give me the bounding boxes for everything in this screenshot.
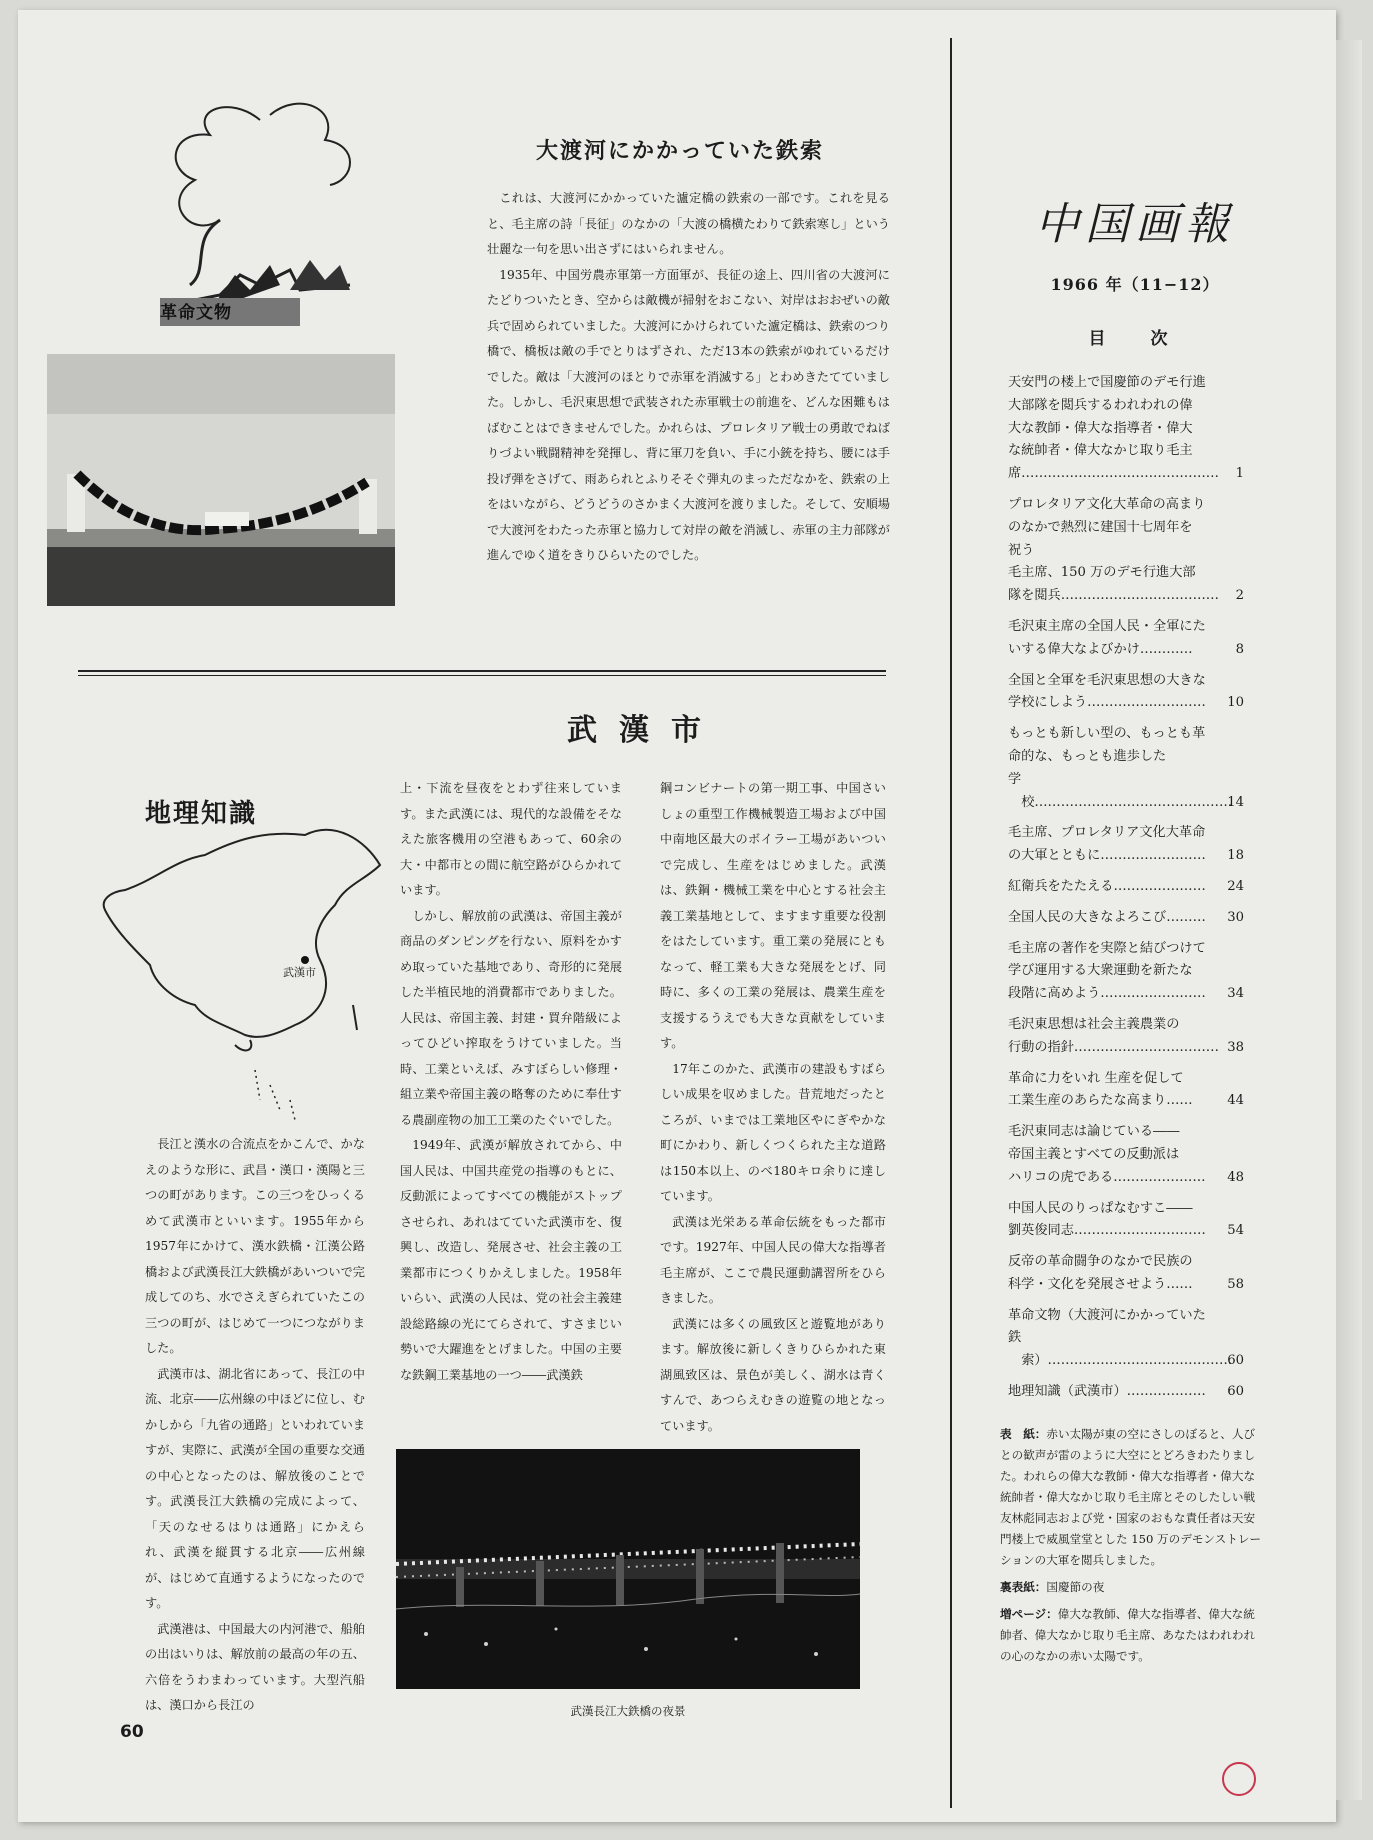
cover-note-front: [1000, 1424, 1262, 1571]
toc-entry-page: 2: [1235, 588, 1244, 604]
note-text: 国慶節の夜: [1046, 1580, 1105, 1594]
toc-entry-line: 鉄索）……………………………………: [1008, 1330, 1233, 1369]
toc-entry: [1008, 494, 1244, 608]
toc-entry-page: 60: [1227, 1384, 1244, 1400]
geo-paragraph: 17年このかた、武漢市の建設もすばらしい成果を収めました。昔荒地だったところが、いまでは工業地区やにぎやかな町にかわり、新しくつくられた主な道路は150本以上、のべ180キロ余りに達しています。: [660, 1061, 886, 1203]
toc-entry: [1008, 1198, 1244, 1244]
toc-entry-line: のなかで熱烈に建国十七周年を: [1008, 519, 1193, 535]
toc-entry-line: 工業生産のあらたな高まり……: [1008, 1093, 1193, 1109]
toc-entry: [1008, 1305, 1244, 1373]
column-divider: [950, 38, 952, 1808]
artifact-text: [487, 186, 890, 569]
red-stamp-icon: [1222, 1762, 1256, 1796]
toc-entry-page: 44: [1227, 1093, 1244, 1109]
toc-entry-line: プロレタリア文化大革命の高まり: [1008, 496, 1206, 512]
artifact-paragraph: これは、大渡河にかかっていた瀘定橋の鉄索の一部です。これを見ると、毛主席の詩「長征」のなかの「大渡の橋横たわりて鉄索寒し」という壮麗な一句を思い出さずにはいられません。: [487, 191, 890, 256]
toc-entry: [1008, 1014, 1244, 1060]
toc-entry-line: 命的な、もっとも進歩した: [1008, 748, 1167, 764]
section-divider: [78, 675, 886, 676]
toc-entry-line: 全国と全軍を毛沢東思想の大きな: [1008, 672, 1206, 688]
geo-title: 武漢市: [567, 713, 723, 748]
toc-entry-line: 隊を閲兵………………………………: [1008, 588, 1219, 604]
toc-entry-line: 段階に高めよう……………………: [1008, 986, 1206, 1002]
artifact-emblem: [150, 90, 400, 330]
geo-paragraph: しかし、解放前の武漢は、帝国主義が商品のダンピングを行ない、原料をかすめ取っていた基地であり、奇形的に発展した半植民地的消費都市でありました。人民は、帝国主義、封建・買弁階級によってひどい搾取をうけていました。当時、工業といえば、みすぼらしい修理・組立業や帝国主義の略奪のために奉仕する農副産物の加工工業のたぐいでした。: [400, 908, 622, 1127]
toc-entry-page: 14: [1227, 794, 1244, 810]
geo-column-1: [145, 1132, 365, 1719]
toc-entry-line: 大部隊を閲兵するわれわれの偉: [1008, 397, 1193, 413]
toc-entry: [1008, 1381, 1244, 1404]
next-page-edge: [1336, 40, 1362, 1800]
page-number: 60: [120, 1722, 144, 1742]
toc-entry-line: の大軍とともに……………………: [1008, 848, 1206, 864]
toc-entry-line: 大な教師・偉大な指導者・偉大: [1008, 420, 1193, 436]
china-map: [95, 800, 395, 1130]
note-label: 裏表紙：: [1000, 1580, 1047, 1594]
magazine-masthead: 中国画報: [1035, 199, 1235, 250]
toc-entry-line: 反帝の革命闘争のなかで民族の: [1008, 1254, 1193, 1270]
bridge-photo-caption: 武漢長江大鉄橋の夜景: [570, 1704, 686, 1718]
toc-entry: [1008, 616, 1244, 662]
artifact-paragraph: 1935年、中国労農赤軍第一方面軍が、長征の途上、四川省の大渡河にたどりついたとき、空からは敵機が掃射をおこない、対岸はおおぜいの敵兵で固められていました。大渡河にかけられていた瀘定橋は、鉄索のつり橋で、橋板は敵の手でとりはずされ、ただ13本の鉄索がゆれているだけでした。敵は「大渡河のほとりで赤軍を消滅する」とわめきたてていました。しかし、毛沢東思想で武装された赤軍戦士の前進を、どんな困難もはばむことはできませんでした。かれらは、プロレタリア戦士の勇敢でねばりづよい戦闘精神を発揮し、背に軍刀を負い、手に小銃を持ち、腰には手投げ弾をさげて、雨あられとふりそそぐ弾丸のまっただなかを、鉄索の上をはいながら、どうどうのさかまく大渡河を渡りました。そして、安順場で大渡河をわたった赤軍と協力して対岸の敵を消滅し、赤軍の主力部隊が進んでゆく道をきりひらいたのでした。: [487, 267, 890, 562]
toc-entry: [1008, 907, 1244, 930]
toc-entry-page: 10: [1227, 695, 1244, 711]
toc-entry-page: 8: [1235, 641, 1244, 657]
toc-entry: [1008, 876, 1244, 899]
toc-entry: [1008, 1121, 1244, 1189]
toc-entry: [1008, 723, 1244, 814]
toc-entry-page: 24: [1227, 878, 1244, 894]
toc-entry-line: 天安門の楼上で国慶節のデモ行進: [1008, 375, 1206, 390]
toc-entry-line: いする偉大なよびかけ…………: [1008, 641, 1193, 657]
geo-column-3: [660, 776, 886, 1439]
artifact-photo: [47, 354, 395, 606]
toc-entry-line: 行動の指針……………………………: [1008, 1039, 1219, 1055]
geo-paragraph: 武漢には多くの風致区と遊覧地があります。解放後に新しくきりひらかれた東湖風致区は、景色が美しく、湖水は青くすんで、あつらえむきの遊覧の地となっています。: [660, 1316, 886, 1433]
toc-entry-line: 紅衛兵をたたえる…………………: [1008, 878, 1206, 894]
toc-entry-line: 席………………………………………: [1008, 466, 1219, 482]
toc-entry-line: 毛主席、150 万のデモ行進大部: [1008, 565, 1196, 581]
geo-paragraph: 長江と漢水の合流点をかこんで、かなえのような形に、武昌・漢口・漢陽と三つの町があります。この三つをひっくるめて武漢市といいます。1955年から1957年にかけて、漢水鉄橋・江漢公路橋および武漢長江大鉄橋があいついで完成してのち、水でさえぎられていたこの三つの町が、はじめて一つにつながりました。: [145, 1137, 365, 1355]
note-text: 赤い太陽が東の空にさしのぼると、人びとの歓声が雷のように大空にとどろきわたりました。われらの偉大な教師・偉大な指導者・偉大な統帥者・偉大なかじ取り毛主席とそのしたしい戦友林彪同志および党・国家のおもな責任者は天安門楼上で威風堂堂とした 150 万のデモンストレーションの大軍を閲兵しました。: [1000, 1427, 1262, 1567]
geo-paragraph: 鋼コンビナートの第一期工事、中国さいしょの重型工作機械製造工場および中国中南地区最大のボイラー工場があいついで完成し、生産をはじめました。武漢は、鉄鋼・機械工業を中心とする社会主義工業基地として、ますます重要な役割をはたしています。重工業の発展にともなって、軽工業も大きな発展をとげ、同時に、多くの工業の発展は、農業生産を支援するうえでも大きな貢献をしています。: [660, 781, 886, 1050]
note-label: 表 紙：: [1000, 1427, 1047, 1441]
toc-entry-page: 34: [1227, 986, 1244, 1002]
geo-section-label: 地理知識: [145, 799, 258, 829]
toc-entry-line: 劉英俊同志…………………………: [1008, 1223, 1206, 1239]
toc-entry-page: 58: [1227, 1276, 1244, 1292]
toc-entry-line: 帝国主義とすべての反動派は: [1008, 1146, 1180, 1162]
toc-entry: [1008, 822, 1244, 868]
toc-entry-page: 18: [1227, 848, 1244, 864]
toc-entry-line: 毛沢東思想は社会主義農業の: [1008, 1016, 1180, 1032]
note-label: 増ページ：: [1000, 1607, 1058, 1621]
toc-entry-line: 中国人民のりっぱなむすこ――: [1008, 1200, 1193, 1216]
toc-entry: [1008, 938, 1244, 1006]
map-label-wuhan: 武漢市: [283, 966, 316, 979]
issue-number: 1966 年（11−12）: [1050, 275, 1220, 294]
toc-entry-line: 毛主席の著作を実際と結びつけて: [1008, 940, 1206, 956]
cover-note-extra: [1000, 1604, 1262, 1667]
toc-entry-line: 毛沢東主席の全国人民・全軍にた: [1008, 618, 1206, 634]
toc-entry: [1008, 1251, 1244, 1297]
toc-entry-page: 48: [1227, 1169, 1244, 1185]
toc-entry-line: 学び運用する大衆運動を新たな: [1008, 963, 1193, 979]
artifact-section-label: 革命文物: [160, 303, 232, 323]
toc-entry-line: な統帥者・偉大なかじ取り毛主: [1008, 443, 1193, 459]
geo-paragraph: 武漢は光栄ある革命伝統をもった都市です。1927年、中国人民の偉大な指導者毛主席が、ここで農民運動講習所をひらきました。: [660, 1214, 886, 1305]
section-divider: [78, 670, 886, 672]
toc-entry: [1008, 670, 1244, 716]
toc-entry-page: 30: [1227, 909, 1244, 925]
toc-entry: [1008, 372, 1244, 486]
toc-entry-page: 60: [1227, 1353, 1244, 1369]
toc-entry-line: 祝う: [1008, 542, 1035, 558]
cover-notes: [1000, 1424, 1262, 1673]
bridge-night-photo: [396, 1449, 860, 1689]
toc-entry-line: もっとも新しい型の、もっとも革: [1008, 726, 1206, 742]
toc-entry-line: ハリコの虎である…………………: [1008, 1169, 1206, 1185]
cover-note-back: [1000, 1577, 1262, 1598]
toc-heading: 目 次: [1088, 329, 1182, 349]
geo-paragraph: 武漢港は、中国最大の内河港で、船舶の出はいりは、解放前の最高の年の五、六倍をうわまわっています。大型汽船は、漢口から長江の: [145, 1621, 365, 1712]
toc-entry-line: 毛沢東同志は論じている――: [1008, 1124, 1180, 1140]
toc-entry-line: 毛主席、プロレタリア文化大革命: [1008, 825, 1206, 841]
artifact-title: 大渡河にかかっていた鉄索: [535, 138, 824, 164]
toc-entry-line: 革命文物（大渡河にかかっていた: [1008, 1307, 1206, 1323]
toc-entry-line: 全国人民の大きなよろこび………: [1008, 909, 1206, 925]
toc-entry-line: 学校にしよう………………………: [1008, 695, 1206, 711]
toc-entry: [1008, 1068, 1244, 1114]
geo-paragraph: 上・下流を昼夜をとわず往来しています。また武漢には、現代的な設備をそなえた旅客機用の空港もあって、60余の大・中都市との間に航空路がひらかれています。: [400, 781, 622, 897]
toc-entry-page: 38: [1227, 1039, 1244, 1055]
toc-entry-line: 学校………………………………………: [1008, 771, 1233, 810]
toc-entry-line: 科学・文化を発展させよう……: [1008, 1276, 1193, 1292]
geo-paragraph: 1949年、武漢が解放されてから、中国人民は、中国共産党の指導のもとに、反動派によってすべての機能がストップさせられ、あれはてていた武漢市を、復興し、改造し、発展させ、社会主義の工業都市につくりかえしました。1958年いらい、武漢の人民は、党の社会主義建設総路線の光にてらされて、すさまじい勢いで大躍進をとげました。中国の主要な鉄鋼工業基地の一つ――武漢鉄: [400, 1138, 622, 1382]
note-text: 偉大な教師、偉大な指導者、偉大な統帥者、偉大なかじ取り毛主席、あなたはわれわれの心のなかの赤い太陽です。: [1000, 1607, 1256, 1663]
toc-entry-page: 1: [1235, 466, 1244, 482]
toc-entry-page: 54: [1227, 1223, 1244, 1239]
geo-paragraph: 武漢市は、湖北省にあって、長江の中流、北京――広州線の中ほどに位し、むかしから「九省の通路」といわれていますが、実際に、武漢が全国の重要な交通の中心となったのは、解放後のことです。武漢長江大鉄橋の完成によって、「天のなせるはりは通路」にかえられ、武漢を縦貫する北京――広州線が、はじめて直通するようになったのです。: [145, 1366, 365, 1610]
geo-column-2: [400, 776, 622, 1388]
table-of-contents: [1008, 372, 1244, 1412]
toc-entry-line: 地理知識（武漢市）………………: [1008, 1384, 1206, 1400]
toc-entry-line: 革命に力をいれ 生産を促して: [1008, 1070, 1184, 1086]
